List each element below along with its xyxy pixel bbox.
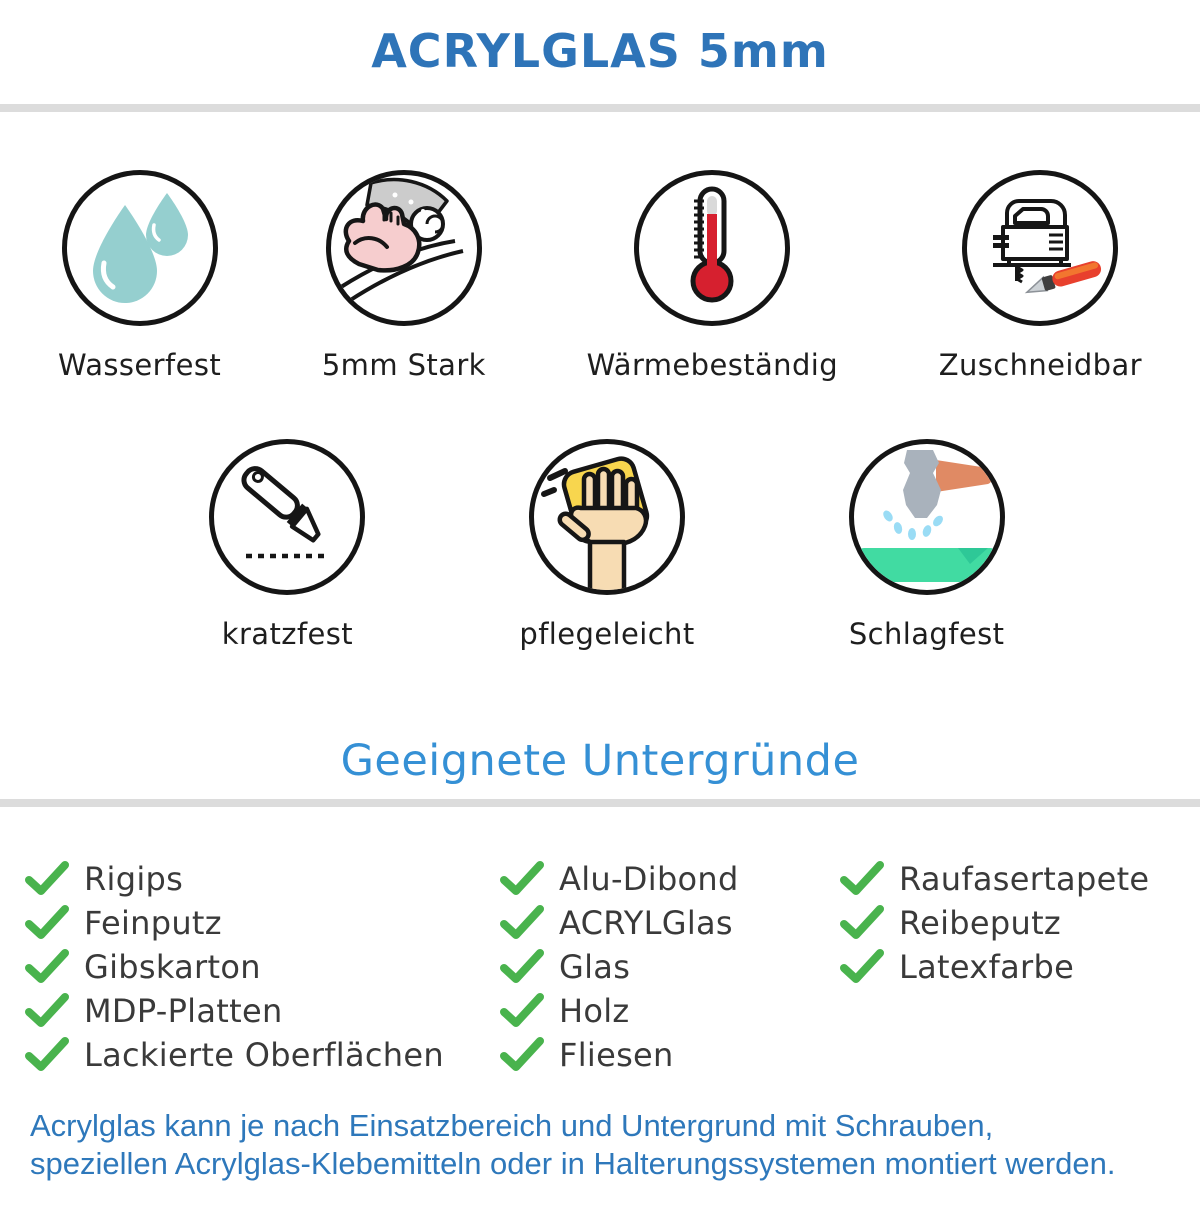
surfaces-column-1	[0, 857, 475, 1077]
surface-label: Feinputz	[84, 904, 222, 942]
surface-label: Reibeputz	[899, 904, 1062, 942]
check-icon	[25, 861, 69, 897]
water-drops-icon	[62, 170, 218, 326]
surface-item	[475, 857, 815, 901]
footer-note	[0, 1107, 1200, 1183]
surface-item	[815, 901, 1200, 945]
surface-label: Alu-Dibond	[559, 860, 739, 898]
check-icon	[500, 993, 544, 1029]
feature-waermebestaendig	[587, 170, 838, 382]
surface-label: MDP-Platten	[84, 992, 283, 1030]
check-icon	[25, 993, 69, 1029]
page-title: ACRYLGLAS 5mm	[371, 24, 829, 78]
surface-label: Glas	[559, 948, 631, 986]
footer-line-1: Acrylglas kann je nach Einsatzbereich und Untergrund mit Schrauben,	[30, 1108, 994, 1143]
feature-zuschneidbar	[939, 170, 1142, 382]
surfaces-column-3	[815, 857, 1200, 1077]
feature-label: pflegeleicht	[519, 617, 695, 651]
surface-item	[475, 1033, 815, 1077]
surface-item	[0, 989, 475, 1033]
check-icon	[25, 1037, 69, 1073]
surface-label: Holz	[559, 992, 630, 1030]
check-icon	[25, 905, 69, 941]
check-icon	[840, 905, 884, 941]
jigsaw-and-knife-icon	[962, 170, 1118, 326]
muscle-arm-icon	[326, 170, 482, 326]
check-icon	[500, 905, 544, 941]
surfaces-column-2	[475, 857, 815, 1077]
surface-item	[815, 857, 1200, 901]
check-icon	[500, 1037, 544, 1073]
feature-label: Zuschneidbar	[938, 348, 1142, 382]
surface-label: Raufasertapete	[899, 860, 1150, 898]
hammer-icon	[849, 439, 1005, 595]
features-row-2	[14, 439, 1200, 651]
feature-pflegeleicht	[519, 439, 694, 651]
surface-label: ACRYLGlas	[559, 904, 733, 942]
feature-label: kratzfest	[221, 617, 353, 651]
surfaces-list	[0, 857, 1200, 1077]
section-title-untergruende: Geeignete Untergründe	[340, 736, 860, 786]
check-icon	[25, 949, 69, 985]
surface-item	[0, 857, 475, 901]
check-icon	[500, 949, 544, 985]
surface-item	[475, 901, 815, 945]
surface-item	[0, 1033, 475, 1077]
title-divider	[0, 104, 1200, 112]
surface-label: Fliesen	[559, 1036, 674, 1074]
feature-schlagfest	[847, 439, 1007, 651]
surface-label: Rigips	[84, 860, 184, 898]
surface-label: Gibskarton	[84, 948, 261, 986]
check-icon	[840, 861, 884, 897]
feature-label: Schlagfest	[848, 617, 1005, 651]
surface-label: Lackierte Oberflächen	[84, 1036, 444, 1074]
feature-label: Wärmebeständig	[586, 348, 839, 382]
feature-label: Wasserfest	[58, 348, 222, 382]
utility-knife-icon	[209, 439, 365, 595]
surface-item	[475, 945, 815, 989]
section-divider	[0, 799, 1200, 807]
cleaning-hand-icon	[529, 439, 685, 595]
check-icon	[500, 861, 544, 897]
thermometer-icon	[634, 170, 790, 326]
features-row-1	[0, 170, 1200, 382]
surface-label: Latexfarbe	[899, 948, 1075, 986]
footer-line-2: speziellen Acrylglas-Klebemitteln oder in Halterungssystemen montiert werden.	[30, 1146, 1116, 1181]
feature-wasserfest	[58, 170, 221, 382]
feature-kratzfest	[207, 439, 367, 651]
feature-label: 5mm Stark	[321, 348, 486, 382]
feature-5mm-stark	[322, 170, 486, 382]
surface-item	[0, 945, 475, 989]
surface-item	[475, 989, 815, 1033]
check-icon	[840, 949, 884, 985]
surface-item	[0, 901, 475, 945]
surface-item	[815, 945, 1200, 989]
